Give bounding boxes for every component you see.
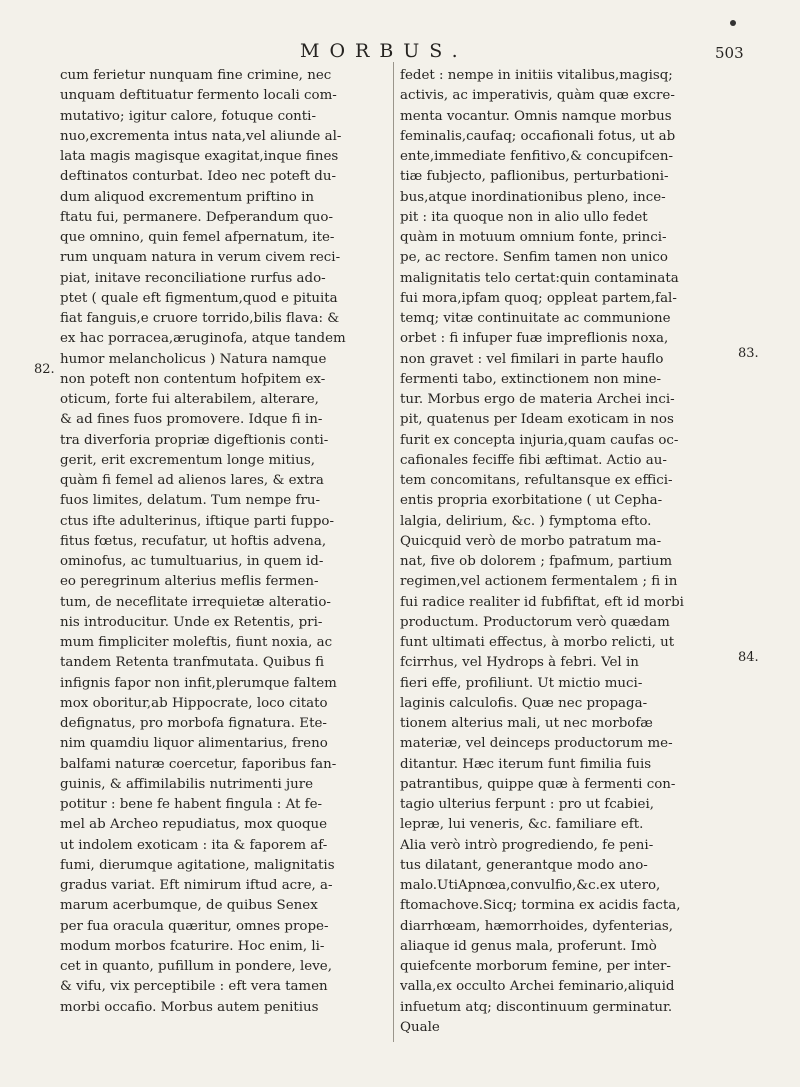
text-line: ftatu fui, permanere. Defperandum quo-	[60, 209, 333, 225]
text-line: & ad fines fuos promovere. Idque fi in-	[60, 412, 323, 428]
text-line: pe, ac rectore. Senfim tamen non unico	[400, 250, 668, 266]
text-line: nim quamdiu liquor alimentarius, freno	[60, 736, 328, 752]
text-line: cum ferietur nunquam fine crimine, nec	[60, 68, 332, 83]
text-line: malignitatis telo certat:quin contaminata	[400, 270, 679, 286]
text-line: lalgia, delirium, &c. ) fymptoma efto.	[400, 513, 652, 529]
text-line: fuos limites, delatum. Tum nempe fru-	[60, 493, 320, 509]
text-line: oticum, forte fui alterabilem, alterare,	[60, 392, 319, 407]
text-line: infignis fapor non infit,plerumque faltem	[60, 675, 337, 691]
text-line: non gravet : vel fimilari in parte hauflo	[400, 351, 664, 367]
margin-number-83: 83.	[738, 346, 759, 361]
text-line: fieri effe, profiliunt. Ut mictio muci-	[400, 675, 643, 691]
text-line: cet in quanto, pufillum in pondere, leve,	[60, 959, 332, 974]
text-line: tionem alterius mali, ut nec morbofæ	[400, 716, 653, 731]
text-line: laginis calculofis. Quæ nec propaga-	[400, 695, 648, 711]
text-line: gradus variat. Eft nimirum iftud acre, a-	[60, 878, 333, 893]
text-line: fui radice realiter id fubfiftat, eft id morbi	[400, 594, 684, 610]
text-line: fiat fanguis,e cruore torrido,bilis flava: &	[60, 311, 340, 326]
text-line: tiæ fubjecto, paflionibus, perturbationi-	[400, 169, 669, 185]
text-line: feminalis,caufaq; occafionali fotus, ut ab	[400, 128, 676, 144]
text-line: quàm in motuum omnium fonte, princi-	[400, 230, 667, 245]
text-line: aliaque id genus mala, proferunt. Imò	[400, 938, 657, 954]
text-line: nuo,excrementa intus nata,vel aliunde al-	[60, 128, 342, 144]
text-line: balfami naturæ coercetur, faporibus fan-	[60, 756, 337, 772]
text-line: ditantur. Hæc iterum funt fimilia fuis	[400, 756, 652, 772]
text-line: patrantibus, quippe quæ à fermenti con-	[400, 776, 676, 792]
text-line: activis, ac imperativis, quàm quæ excre-	[400, 88, 675, 104]
text-line: que omnino, quin femel afpernatum, ite-	[60, 230, 335, 245]
text-line: humor melancholicus ) Natura namque	[60, 351, 327, 367]
text-line: tum, de neceflitate irrequietæ alteratio-	[60, 594, 331, 610]
text-line: ctus ifte adulterinus, iftique parti fuppo-	[60, 513, 334, 529]
text-line: unquam deftituatur fermento locali com-	[60, 88, 337, 104]
text-line: mox oboritur,ab Hippocrate, loco citato	[60, 695, 328, 711]
text-line: Quicquid verò de morbo patratum ma-	[400, 533, 662, 549]
text-line: tem concomitans, refultansque ex effici-	[400, 473, 673, 488]
text-line: mel ab Archeo repudiatus, mox quoque	[60, 817, 328, 833]
text-line: ominofus, ac tumultuarius, in quem id-	[60, 554, 324, 569]
text-line: quàm fi femel ad alienos lares, & extra	[60, 473, 324, 488]
text-line: ftomachove.Sicq; tormina ex acidis facta,	[400, 898, 681, 914]
text-line: deftinatos conturbat. Ideo nec poteft du-	[60, 169, 336, 185]
text-line: & vifu, vix perceptibile : eft vera tamen	[60, 979, 328, 995]
text-line: gerit, erit excrementum longe mitius,	[60, 452, 315, 468]
text-line: ente,immediate fenfitivo,& concupifcen-	[400, 149, 673, 164]
text-line: mum fimpliciter moleftis, fiunt noxia, ac	[60, 635, 333, 650]
text-line: tur. Morbus ergo de materia Archei inci-	[400, 392, 675, 407]
text-line: tandem Retenta tranfmutata. Quibus fi	[60, 655, 325, 671]
text-line: cafionales feciffe fibi æftimat. Actio au-	[400, 452, 667, 468]
text-line: pit, quatenus per Ideam exoticam in nos	[400, 412, 674, 428]
text-line: funt ultimati effectus, à morbo relicti, ut	[400, 635, 675, 650]
text-line: menta vocantur. Omnis namque morbus	[400, 108, 672, 124]
margin-number-84: 84.	[738, 650, 759, 665]
text-line: fermenti tabo, extinctionem non mine-	[400, 371, 662, 387]
text-line: fui mora,ipfam quoq; oppleat partem,fal-	[400, 290, 677, 306]
text-line: malo.UtiApnœa,convulfio,&c.ex utero,	[400, 878, 661, 893]
text-line: ptet ( quale eft figmentum,quod e pituita	[60, 290, 338, 306]
page-number: 503	[715, 44, 744, 62]
text-line: eo peregrinum alterius meflis fermen-	[60, 574, 319, 590]
text-line: fumi, dierumque agitatione, malignitatis	[60, 857, 335, 873]
text-line: nat, five ob dolorem ; fpafmum, partium	[400, 554, 673, 569]
text-line: entis propria exorbitatione ( ut Cepha-	[400, 493, 663, 509]
text-line: potitur : bene fe habent fingula : At fe-	[60, 797, 323, 812]
text-line: valla,ex occulto Archei feminario,aliquid	[400, 979, 675, 995]
text-line: diarrhœam, hæmorrhoides, dyfenterias,	[400, 918, 674, 934]
text-line: mutativo; igitur calore, fotuque conti-	[60, 108, 316, 124]
text-line: rum unquam natura in verum civem reci-	[60, 250, 341, 266]
text-line: furit ex concepta injuria,quam caufas oc-	[400, 432, 679, 448]
margin-number-82: 82.	[34, 362, 55, 377]
text-line: per fua oracula quæritur, omnes prope-	[60, 918, 329, 934]
text-line: nis introducitur. Unde ex Retentis, pri-	[60, 614, 323, 630]
text-line: fedet : nempe in initiis vitalibus,magisq;	[400, 68, 673, 83]
text-line: tus dilatant, generantque modo ano-	[400, 857, 648, 873]
left-text-column	[60, 66, 388, 1018]
text-line: orbet : fi infuper fuæ impreflionis noxa,	[400, 331, 669, 347]
text-line: infuetum atq; discontinuum germinatur.	[400, 999, 673, 1015]
text-line: guinis, & affimilabilis nutrimenti jure	[60, 776, 314, 792]
text-line: ut indolem exoticam : ita & faporem af-	[60, 837, 328, 853]
text-line: non poteft non contentum hofpitem ex-	[60, 371, 326, 387]
text-line: lata magis magisque exagitat,inque fines	[60, 149, 339, 164]
text-line: tagio ulterius ferpunt : pro ut fcabiei,	[400, 797, 655, 812]
text-line: fitus fœtus, recufatur, ut hoftis advena,	[60, 533, 327, 549]
text-line: fcirrhus, vel Hydrops à febri. Vel in	[400, 655, 639, 671]
text-line: piat, initave reconciliatione rurfus ado-	[60, 270, 326, 286]
text-line: morbi occafio. Morbus autem penitius	[60, 999, 319, 1015]
text-line: quiefcente morborum femine, per inter-	[400, 959, 671, 974]
text-line: lepræ, lui veneris, &c. familiare eft.	[400, 817, 644, 833]
column-divider	[393, 62, 394, 1042]
text-line: dum aliquod excrementum priftino in	[60, 189, 315, 205]
text-line: materiæ, vel deinceps productorum me-	[400, 736, 673, 752]
text-line: ex hac porracea,æruginofa, atque tandem	[60, 331, 346, 347]
text-line: bus,atque inordinationibus pleno, ince-	[400, 189, 666, 205]
running-head: MORBUS.	[300, 40, 468, 62]
text-line: tra diverforia propriæ digeftionis conti-	[60, 432, 329, 448]
right-text-column	[400, 66, 732, 1038]
text-line: pit : ita quoque non in alio ullo fedet	[400, 209, 648, 225]
text-line: defignatus, pro morbofa fignatura. Ete-	[60, 716, 327, 731]
text-line: temq; vitæ continuitate ac communione	[400, 311, 671, 326]
text-line: Quale	[400, 1019, 440, 1035]
text-line: Alia verò intrò progrediendo, fe peni-	[400, 837, 654, 853]
ink-dot	[730, 20, 736, 26]
text-line: productum. Productorum verò quædam	[400, 614, 670, 630]
text-line: marum acerbumque, de quibus Senex	[60, 898, 318, 914]
text-line: modum morbos fcaturire. Hoc enim, li-	[60, 938, 325, 954]
text-line: regimen,vel actionem fermentalem ; fi in	[400, 574, 678, 590]
